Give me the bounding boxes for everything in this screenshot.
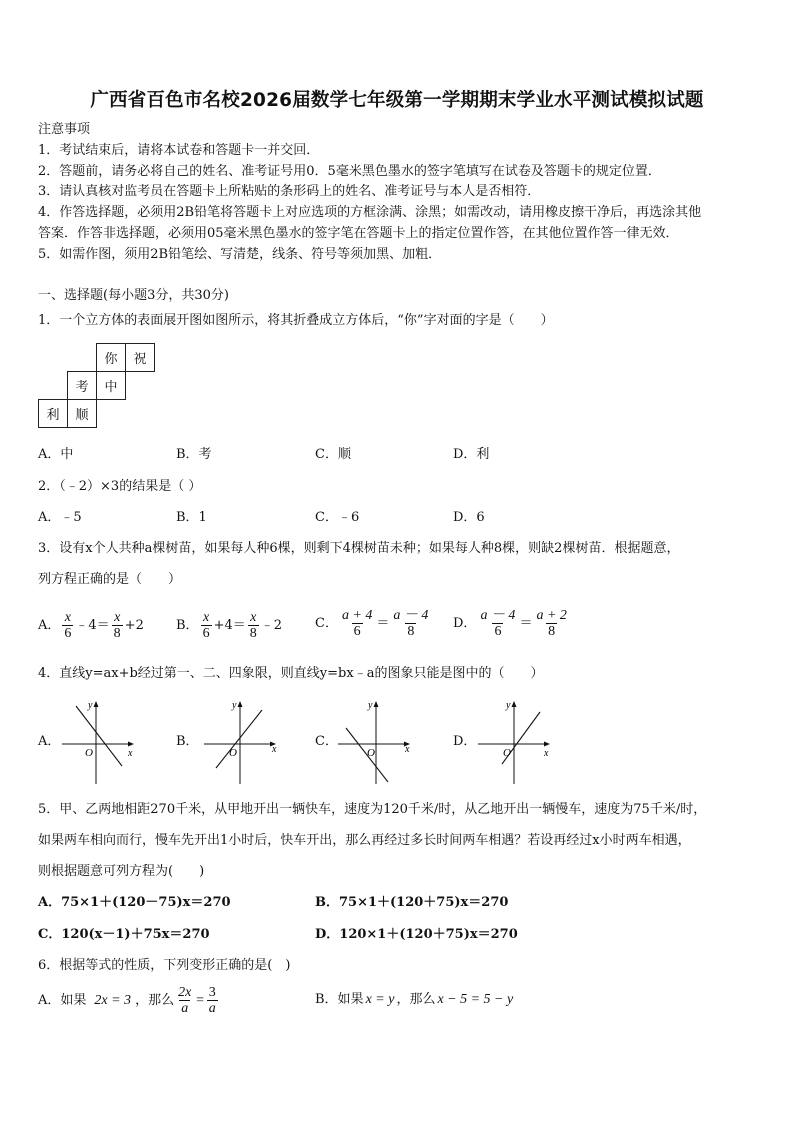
q6-a-then: ，那么 <box>135 992 175 1008</box>
q3-label-b: B． <box>176 617 199 633</box>
numerator: a － 4 <box>480 608 516 623</box>
denominator: 6 <box>202 626 210 641</box>
fraction <box>340 608 374 639</box>
x-axis-label: x <box>128 748 133 759</box>
q2-option-c: C．﹣6 <box>315 510 360 525</box>
q6-b-then: ，那么 <box>396 992 436 1007</box>
denominator: 8 <box>249 626 257 641</box>
denominator: 6 <box>64 626 72 641</box>
notice-item-5: 5．如需作图，须用2B铅笔绘、写清楚，线条、符号等须加黑、加粗． <box>38 247 442 262</box>
equals: ＝ <box>519 615 533 631</box>
q3-option-b <box>176 610 282 641</box>
fraction <box>112 610 123 641</box>
operator: +2 <box>124 617 144 633</box>
q4-stem: 4．直线y=ax+b经过第一、二、四象限，则直线y=bx﹣a的图象只能是图中的（ ） <box>38 666 544 681</box>
numerator: 3 <box>208 985 216 1000</box>
numerator: a + 4 <box>341 608 373 623</box>
graph-line <box>76 706 122 766</box>
q6-option-b <box>315 992 513 1008</box>
q3-label-a: A． <box>38 617 61 633</box>
cube-net <box>38 343 155 428</box>
numerator: a － 4 <box>393 608 429 623</box>
equals: ＝ <box>376 615 390 631</box>
y-axis-label: y <box>506 700 511 711</box>
y-arrow-icon <box>94 701 99 707</box>
q4-label-b: B． <box>176 734 199 749</box>
denominator: 6 <box>494 624 502 639</box>
fraction <box>176 985 193 1016</box>
y-arrow-icon <box>512 701 517 707</box>
numerator: x <box>64 610 71 625</box>
q5-option-b: B．75×1＋(120＋75)x＝270 <box>315 895 509 910</box>
q5-option-a: A．75×1＋(120－75)x＝270 <box>38 895 231 910</box>
operator: ﹣2 <box>260 617 283 633</box>
equals: = <box>195 992 205 1008</box>
numerator: x <box>250 610 257 625</box>
notice-item-4-cont: 答案．作答非选择题，必须用05毫米黑色墨水的签字笔在答题卡上的指定位置作答，在其他位置作答一律无效． <box>38 226 679 241</box>
denominator: a <box>208 1001 216 1016</box>
notice-item-4: 4．作答选择题，必须用2B铅笔将答题卡上对应选项的方框涂满、涂黑；如需改动，请用橡皮擦干净后，再选涂其他 <box>38 205 702 220</box>
q2-option-d: D．6 <box>453 510 485 525</box>
denominator: 8 <box>113 626 121 641</box>
origin-label: O <box>85 747 93 759</box>
x-arrow-icon <box>128 742 134 747</box>
q4-label-d: D． <box>453 734 477 749</box>
denominator: a <box>181 1001 189 1016</box>
denominator: 8 <box>548 624 556 639</box>
q4-label-a: A． <box>38 734 61 749</box>
net-cell: 中 <box>97 372 126 400</box>
x-axis-label: x <box>272 744 277 755</box>
fraction <box>248 610 259 641</box>
q3-label-c: C． <box>315 615 338 631</box>
origin-label: O <box>503 747 511 759</box>
origin-label: O <box>367 747 375 759</box>
graph-c <box>334 698 414 788</box>
section-heading: 一、选择题(每小题3分，共30分) <box>38 288 229 303</box>
fraction <box>391 608 430 639</box>
x-axis-label: x <box>544 748 549 759</box>
q2-stem: 2．（﹣2）×3的结果是（ ） <box>38 479 202 494</box>
denominator: 6 <box>353 624 361 639</box>
q6-label-a: A．如果 <box>38 992 87 1008</box>
q1-stem: 1．一个立方体的表面展开图如图所示，将其折叠成立方体后，“你”字对面的字是（ ） <box>38 313 554 328</box>
y-arrow-icon <box>238 701 243 707</box>
y-axis-label: y <box>232 700 237 711</box>
net-cell: 考 <box>68 372 97 400</box>
q1-option-d: D．利 <box>453 447 490 462</box>
fraction <box>534 608 568 639</box>
numerator: a + 2 <box>536 608 567 623</box>
q5-option-c: C．120(x－1)＋75x＝270 <box>38 927 210 942</box>
q3-label-d: D． <box>453 615 477 631</box>
q3-stem-line2: 列方程正确的是（ ） <box>38 572 182 587</box>
graph-line <box>216 710 262 768</box>
x-axis-label: x <box>405 744 410 755</box>
operator: +4＝ <box>213 617 246 633</box>
denominator: 8 <box>407 624 415 639</box>
q1-option-c: C．顺 <box>315 447 351 462</box>
q6-stem: 6．根据等式的性质，下列变形正确的是( ) <box>38 958 291 973</box>
x-arrow-icon <box>544 742 550 747</box>
numerator: x <box>114 610 121 625</box>
q6-a-condition: 2x = 3 <box>94 992 132 1008</box>
numerator: x <box>202 610 210 625</box>
net-cell: 祝 <box>126 344 155 372</box>
q5-stem-line2: 如果两车相向而行，慢车先开出1小时后，快车开出，那么再经过多长时间两车相遇？若设再经过x小时两车相遇， <box>38 833 691 848</box>
q2-option-a: A．﹣5 <box>38 510 82 525</box>
fraction <box>478 608 517 639</box>
graph-a <box>58 698 138 788</box>
net-cell: 你 <box>97 344 126 372</box>
q6-option-a <box>38 985 220 1016</box>
net-cell: 利 <box>39 400 68 428</box>
q3-option-c <box>315 608 432 639</box>
q1-option-a: A．中 <box>38 447 74 462</box>
q6-label-b: B．如果 <box>315 992 364 1007</box>
q2-option-b: B．1 <box>176 510 207 525</box>
graph-d <box>474 698 554 788</box>
q4-label-c: C． <box>315 734 338 749</box>
y-arrow-icon <box>374 701 379 707</box>
q6-b-result: x − 5 = 5 − y <box>437 992 514 1007</box>
q3-option-d <box>453 608 571 639</box>
q5-option-d: D．120×1＋(120＋75)x＝270 <box>315 927 518 942</box>
notice-item-1: 1．考试结束后，请将本试卷和答题卡一并交回． <box>38 143 320 158</box>
y-axis-label: y <box>88 700 93 711</box>
q1-option-b: B．考 <box>176 447 212 462</box>
notice-heading: 注意事项 <box>38 122 91 137</box>
fraction <box>207 985 218 1016</box>
numerator: 2x <box>178 985 192 1000</box>
q5-stem-line1: 5．甲、乙两地相距270千米，从甲地开出一辆快车，速度为120千米/时，从乙地开出一辆慢车，速度为75千米/时， <box>38 802 707 817</box>
origin-label: O <box>229 747 237 759</box>
q5-stem-line3: 则根据题意可列方程为( ) <box>38 864 205 879</box>
notice-item-2: 2．答题前，请务必将自己的姓名、准考证号用0．5毫米黑色墨水的签字笔填写在试卷及答题卡的规定位置． <box>38 164 661 179</box>
operator: ﹣4＝ <box>75 617 110 633</box>
q3-option-a <box>38 610 144 641</box>
fraction <box>201 610 212 641</box>
q6-b-condition: x = y <box>365 992 395 1007</box>
q3-stem-line1: 3．设有x个人共种a棵树苗，如果每人种6棵，则剩下4棵树苗未种；如果每人种8棵，则缺2棵树苗．根据题意， <box>38 541 680 556</box>
notice-item-3: 3．请认真核对监考员在答题卡上所粘贴的条形码上的姓名、准考证号与本人是否相符． <box>38 184 541 199</box>
net-cell: 顺 <box>68 400 97 428</box>
page-title: 广西省百色市名校2026届数学七年级第一学期期末学业水平测试模拟试题 <box>90 90 704 111</box>
graph-b <box>200 698 280 788</box>
fraction <box>62 610 73 641</box>
y-axis-label: y <box>368 700 373 711</box>
